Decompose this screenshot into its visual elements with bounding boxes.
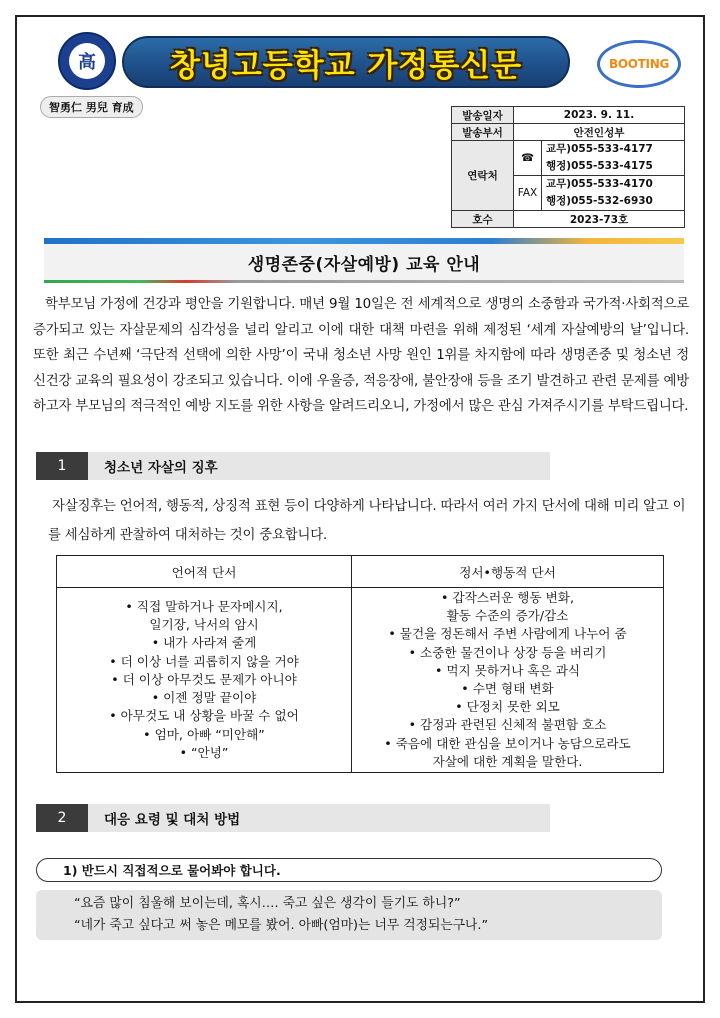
info-table [451,106,685,228]
cue-item: • 소중한 물건이나 상장 등을 버리기 [408,644,607,660]
date-value: 2023. 9. 11. [514,107,685,124]
cue-item: • 아무것도 내 상황을 바꿀 수 없어 [109,708,299,724]
page-title: 생명존중(자살예방) 교육 안내 [247,254,481,275]
example-quote-1: “요즘 많이 침울해 보이는데, 혹시…. 죽고 싶은 생각이 들기도 하니?” [74,896,461,911]
cue-item: • “안녕” [179,744,229,760]
phone-number-2: 행정)055-533-4175 [546,160,653,172]
dept-label: 발송부서 [452,124,514,141]
newsletter-title: 창녕고등학교 가정통신문 [169,47,523,84]
cue-item: • 먹지 못하거나 혹은 과식 [434,662,581,678]
dept-value: 안전인성부 [514,124,685,141]
cue-item: • 이젠 정말 끝이야 [151,690,257,706]
cue-item: 자살에 대한 계획을 말한다. [432,753,583,769]
warning-signs-table [56,555,664,773]
cue-item: • 엄마, 아빠 “미안해” [143,726,265,742]
school-emblem-glyph: 高 [69,43,105,79]
fax-number-2: 행정)055-532-6930 [546,195,653,207]
cue-item: 활동 수준의 증가/감소 [446,608,569,624]
section-2-header [36,804,550,832]
phone-numbers [542,141,685,176]
cue-item: • 물건을 정돈해서 주변 사람에게 나누어 줌 [388,626,627,642]
fax-numbers [542,176,685,211]
section-2-title: 대응 요령 및 대처 방법 [104,812,241,828]
subheading-ask-directly: 1) 반드시 직접적으로 물어봐야 합니다. [36,858,662,882]
intro-paragraph: 학부모님 가정에 건강과 평안을 기원합니다. 매년 9월 10일은 전 세계적으로 생명의 소중함과 국가적·사회적으로 증가되고 있는 자살문제의 심각성을 널리 알리고 이에 대한 대책 마련을 위해 제정된 ‘세계 자살예방의 날’입니다. 또한 최근 수년째 ‘극단적 선택에 의한 사망’이 국내 청소년 사망 원인 1위를 차지함에 따라 생명존중 및 청소년 정신건강 교육의 필요성이 강조되고 있습니다. 이에 우울증, 적응장애, 불안장애 등을 조기 발견하고 관련 문제를 예방하고자 부모님의 적극적인 예방 지도를 위한 사항을 알려드리오니, 가정에서 많은 관심 가져주시기를 부탁드립니다. [33,297,689,414]
issue-value: 2023-73호 [514,211,685,228]
title-bottom-rule [44,280,684,283]
cue-item: • 갑작스러운 행동 변화, [441,589,574,605]
cue-item: • 내가 사라져 줄게 [151,635,257,651]
section-1-header [36,452,550,480]
behavioral-cues-cell [352,588,664,773]
booting-badge [597,40,681,88]
cue-item: • 죽음에 대한 관심을 보이거나 농담으로라도 [384,735,631,751]
verbal-cues-cell [57,588,352,773]
issue-label: 호수 [452,211,514,228]
example-quote-2: “네가 죽고 싶다고 써 놓은 메모를 봤어. 아빠(엄마)는 너무 걱정되는구나.” [74,918,489,933]
behavioral-cues-header: 정서•행동적 단서 [352,556,664,588]
phone-number-1: 교무)055-533-4177 [546,143,653,155]
cue-item: • 더 이상 너를 괴롭히지 않을 거야 [109,653,299,669]
cue-item: • 수면 형태 변화 [461,681,554,696]
contact-label: 연락처 [452,141,514,211]
section-1-text: 자살징후는 언어적, 행동적, 상징적 표현 등이 다양하게 나타납니다. 따라서 여러 가지 단서에 대해 미리 알고 이를 세심하게 관찰하여 대처하는 것이 중요합니다. [48,499,686,543]
booting-badge-label: BOOTING [609,57,669,71]
fax-label: FAX [514,176,542,211]
date-label: 발송일자 [452,107,514,124]
cue-item: • 단정치 못한 외모 [455,699,560,715]
newsletter-banner [122,36,570,88]
cue-item: • 직접 말하거나 문자메시지, [125,599,283,615]
example-quotes-box [36,890,662,940]
school-motto: 智勇仁 男兒 育成 [40,96,143,118]
verbal-cues-list [57,598,351,762]
cue-item: • 더 이상 아무것도 문제가 아니야 [111,671,297,687]
fax-number-1: 교무)055-533-4170 [546,178,653,190]
verbal-cues-header: 언어적 단서 [57,556,352,588]
school-logo [58,32,116,90]
section-1-title: 청소년 자살의 징후 [104,460,218,476]
section-1-number: 1 [36,452,88,480]
section-2-number: 2 [36,804,88,832]
phone-icon: ☎ [514,141,542,176]
cue-item: 일기장, 낙서의 암시 [149,617,259,633]
cue-item: • 감정과 관련된 신체적 불편함 호소 [408,717,607,733]
title-bar [44,244,684,280]
behavioral-cues-list [352,589,663,771]
